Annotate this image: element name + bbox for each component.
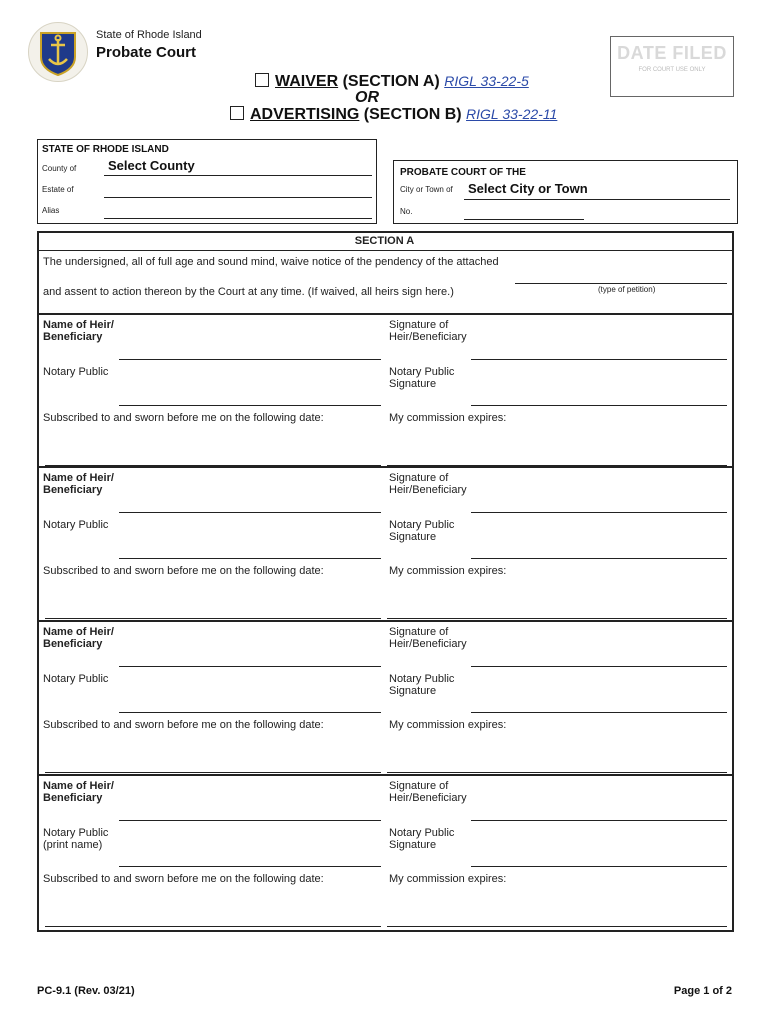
heir-signature-input[interactable] <box>471 359 727 360</box>
heir-name-input[interactable] <box>119 359 381 360</box>
date-filed-box <box>610 36 734 97</box>
alias-input[interactable] <box>104 218 372 219</box>
court-name: Probate Court <box>96 44 197 61</box>
date-filed-label: DATE FILED <box>617 43 727 63</box>
heir-signature-input[interactable] <box>471 512 727 513</box>
section-a-label: (SECTION A) <box>342 73 440 90</box>
heir-block-4 <box>37 774 732 930</box>
notary-signature-label: Notary Public Signature <box>389 519 455 543</box>
section-a-heading: SECTION A <box>354 235 415 247</box>
commission-expires-label: My commission expires: <box>389 719 507 731</box>
sworn-date-label: Subscribed to and sworn before me on the following date: <box>43 719 324 731</box>
heir-name-label: Name of Heir/ Beneficiary <box>43 780 114 804</box>
commission-expires-input[interactable] <box>387 926 727 927</box>
heir-signature-label: Signature of Heir/Beneficiary <box>389 626 467 650</box>
notary-signature-input[interactable] <box>471 866 727 867</box>
heir-name-label: Name of Heir/ Beneficiary <box>43 319 114 343</box>
petition-type-input[interactable] <box>515 283 727 284</box>
or-label: OR <box>355 89 379 106</box>
notary-name-input[interactable] <box>119 866 381 867</box>
heir-name-input[interactable] <box>119 820 381 821</box>
advertising-label: ADVERTISING <box>250 106 360 123</box>
commission-expires-input[interactable] <box>387 618 727 619</box>
notary-signature-input[interactable] <box>471 405 727 406</box>
waiver-title-line <box>255 73 529 91</box>
sworn-date-label: Subscribed to and sworn before me on the following date: <box>43 873 324 885</box>
commission-expires-input[interactable] <box>387 772 727 773</box>
notary-name-label: Notary Public <box>43 519 109 531</box>
waiver-checkbox[interactable] <box>255 73 269 87</box>
alias-label: Alias <box>42 206 60 215</box>
notary-name-input[interactable] <box>119 712 381 713</box>
notary-name-label: Notary Public <box>43 366 109 378</box>
state-heading: STATE OF RHODE ISLAND <box>42 144 169 155</box>
city-line <box>464 199 730 200</box>
sworn-date-input[interactable] <box>45 618 381 619</box>
number-label: No. <box>400 207 413 216</box>
advertising-title-line <box>230 106 557 124</box>
notary-signature-input[interactable] <box>471 558 727 559</box>
waiver-text-line1: The undersigned, all of full age and sound mind, waive notice of the pendency of the attached <box>43 256 499 268</box>
form-id: PC-9.1 (Rev. 03/21) <box>37 985 135 997</box>
notary-name-input[interactable] <box>119 405 381 406</box>
sworn-date-label: Subscribed to and sworn before me on the following date: <box>43 565 324 577</box>
date-filed-note: FOR COURT USE ONLY <box>638 67 706 73</box>
sworn-date-label: Subscribed to and sworn before me on the following date: <box>43 412 324 424</box>
rigl-a-link[interactable]: RIGL 33-22-5 <box>444 73 529 89</box>
caption-box-left <box>37 139 377 224</box>
heir-name-label: Name of Heir/ Beneficiary <box>43 626 114 650</box>
heir-name-input[interactable] <box>119 666 381 667</box>
commission-expires-label: My commission expires: <box>389 873 507 885</box>
waiver-text-line2: and assent to action thereon by the Court at any time. (If waived, all heirs sign here.) <box>43 286 454 298</box>
petition-type-hint: (type of petition) <box>598 285 656 294</box>
waiver-label: WAIVER <box>275 73 339 90</box>
state-seal-logo <box>28 22 88 82</box>
notary-signature-input[interactable] <box>471 712 727 713</box>
section-b-label: (SECTION B) <box>363 106 462 123</box>
estate-input[interactable] <box>104 197 372 198</box>
notary-name-input[interactable] <box>119 558 381 559</box>
heir-block-1 <box>37 313 732 468</box>
city-label: City or Town of <box>400 185 453 194</box>
court-heading: PROBATE COURT OF THE <box>400 167 526 178</box>
page-number: Page 1 of 2 <box>673 985 732 997</box>
estate-label: Estate of <box>42 185 74 194</box>
heir-signature-input[interactable] <box>471 820 727 821</box>
rigl-b-link[interactable]: RIGL 33-22-11 <box>466 106 558 122</box>
heir-signature-input[interactable] <box>471 666 727 667</box>
county-line <box>104 175 372 176</box>
heir-signature-label: Signature of Heir/Beneficiary <box>389 319 467 343</box>
notary-signature-label: Notary Public Signature <box>389 366 455 390</box>
county-select[interactable]: Select County <box>108 158 195 173</box>
section-a-divider <box>37 250 732 251</box>
county-label: County of <box>42 164 77 173</box>
advertising-checkbox[interactable] <box>230 106 244 120</box>
heir-signature-label: Signature of Heir/Beneficiary <box>389 780 467 804</box>
notary-signature-label: Notary Public Signature <box>389 673 455 697</box>
heir-block-3 <box>37 620 732 776</box>
city-select[interactable]: Select City or Town <box>468 181 588 196</box>
heir-name-label: Name of Heir/ Beneficiary <box>43 472 114 496</box>
notary-signature-label: Notary Public Signature <box>389 827 455 851</box>
sworn-date-input[interactable] <box>45 926 381 927</box>
commission-expires-label: My commission expires: <box>389 412 507 424</box>
heir-signature-label: Signature of Heir/Beneficiary <box>389 472 467 496</box>
caption-box-right <box>393 160 738 224</box>
notary-name-label: Notary Public (print name) <box>43 827 109 851</box>
sworn-date-input[interactable] <box>45 772 381 773</box>
heir-block-2 <box>37 466 732 622</box>
number-input[interactable] <box>464 219 584 220</box>
notary-name-label: Notary Public <box>43 673 109 685</box>
state-name: State of Rhode Island <box>96 29 202 41</box>
heir-name-input[interactable] <box>119 512 381 513</box>
commission-expires-label: My commission expires: <box>389 565 507 577</box>
